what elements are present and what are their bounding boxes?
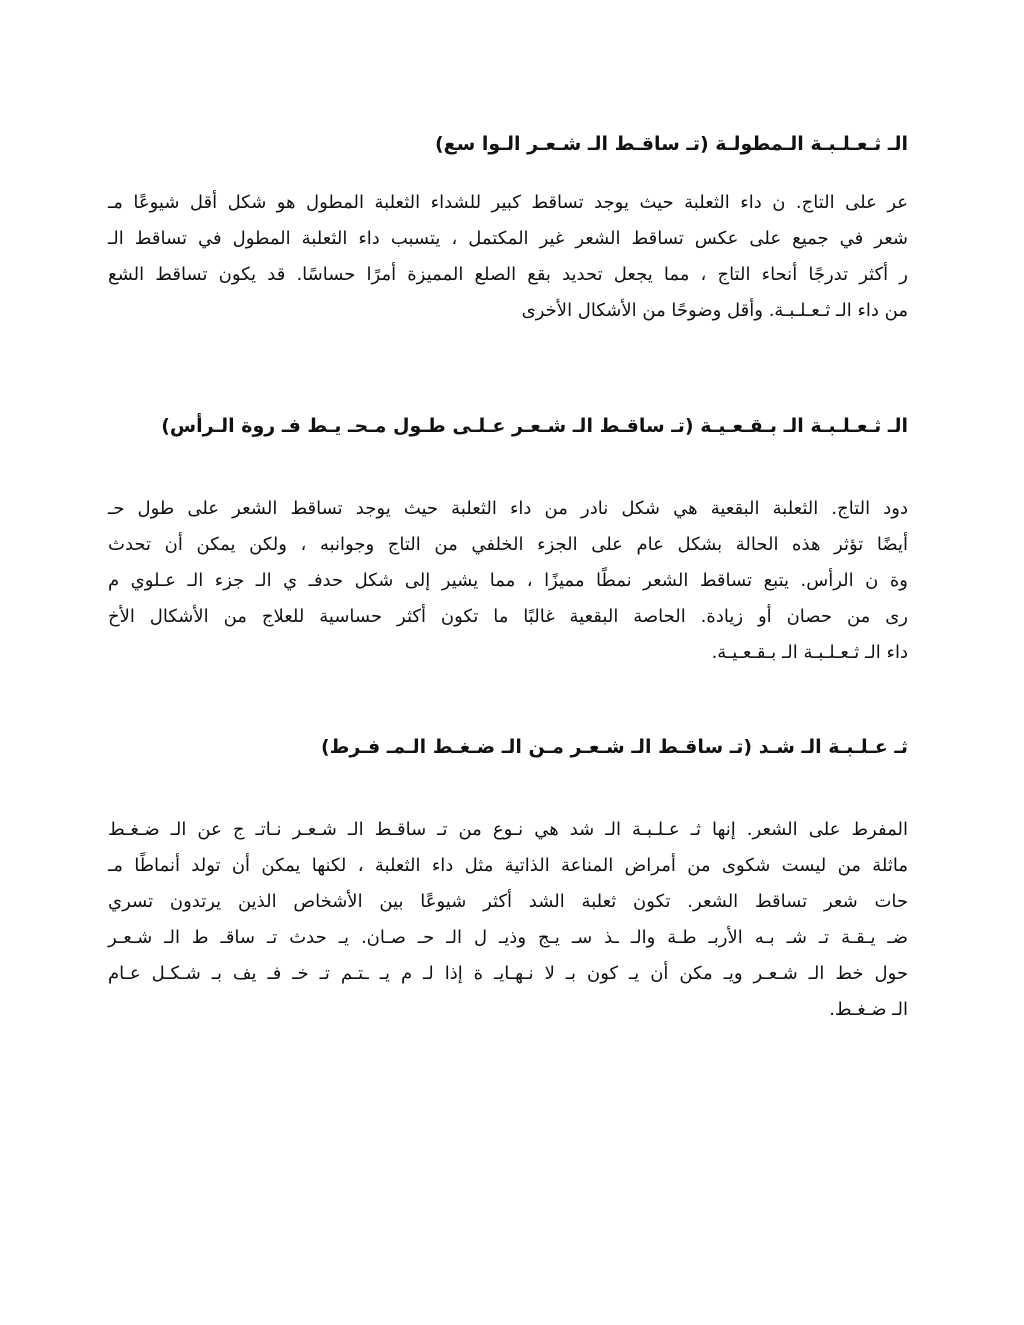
- paragraph-line: أيضًا تؤثر هذه الحالة بشكل عام على الجزء الخلفي من التاج وجوانبه ، ولكن يمكن أن تحدث: [108, 534, 908, 555]
- section-paragraph-patchy-alopecia: [108, 491, 908, 671]
- paragraph-line: وة ن الرأس. يتبع تساقط الشعر نمطًا مميزًا ، مما يشير إلى شكل حدفـ ي الـ جزء الـ عـلوي م: [108, 570, 908, 591]
- paragraph-line: عر على التاج. ن داء الثعلبة حيث يوجد تساقط كبير للشداء الثعلبة المطول هو شكل أقل شيوعًا مـ: [108, 192, 908, 213]
- paragraph-line: داء الـ ثـعـلـبـة الـ بـقـعـيـة.: [711, 642, 908, 663]
- paragraph-line: رى من حصان أو زيادة. الحاصة البقعية غالبًا ما تكون أكثر حساسية للعلاج من الأشكال الأخ: [108, 606, 908, 627]
- paragraph-line: ماثلة من ليست شكوى من أمراض المناعة الذاتية مثل داء الثعلبة ، لكنها يمكن أن تولد أنماطًا مـ: [108, 855, 908, 876]
- section-paragraph-traction-alopecia: [108, 812, 908, 1028]
- section-paragraph-elongated-alopecia: [108, 185, 908, 329]
- section-heading-traction-alopecia: [108, 734, 908, 760]
- paragraph-line: من داء الـ ثـعـلـبـة. وأقل وضوحًا من الأشكال الأخرى: [521, 300, 908, 321]
- section-2-heading: الـ ثـعـلـبـة الـ بـقـعـيـة (تـ ساقـط الـ شـعـر عـلـى طـول مـحـ يـط فـ روة الـرأس): [161, 415, 908, 437]
- paragraph-line: المفرط على الشعر. إنها ثـ عـلـبـة الـ شد هي نـوع من تـ ساقـط الـ شـعـر نـاتـ ج عن الـ ضـغـط: [108, 819, 908, 840]
- section-heading-elongated-alopecia: [108, 131, 908, 157]
- paragraph-line: ضـ يـقـة تـ شـ بـه الأربـ طـة والـ ـذ سـ يـج وذيـ ل الـ حـ صـان. يـ حدث تـ ساقـ ط الـ شـعـر: [108, 927, 908, 948]
- paragraph-line: الـ ضـغـط.: [829, 999, 908, 1020]
- paragraph-line: شعر في جميع على عكس تساقط الشعر غير المكتمل ، يتسبب داء الثعلبة المطول في تساقط الـ: [108, 228, 908, 249]
- section-3-heading: ثـ عـلـبـة الـ شـد (تـ ساقـط الـ شـعـر مـن الـ ضـغـط الـمـ فـرط): [320, 736, 908, 758]
- section-heading-patchy-alopecia: [108, 413, 908, 439]
- paragraph-line: حات شعر تساقط الشعر. تكون ثعلبة الشد أكثر شيوعًا بين الأشخاص الذين يرتدون تسري: [108, 891, 908, 912]
- paragraph-line: دود التاج. الثعلبة البقعية هي شكل نادر من داء الثعلبة حيث يوجد تساقط الشعر على طول حـ: [108, 498, 908, 519]
- paragraph-line: حول خط الـ شـعـر ويـ مكن أن يـ كون بـ لا نـهـايـ ة إذا لـ م يـ ـتـم تـ خـ فـ يف بـ شـكـل عـام: [108, 963, 908, 984]
- section-1-heading: الـ ثـعـلـبـة الـمطولـة (تـ ساقـط الـ شـعـر الـوا سع): [434, 133, 908, 155]
- paragraph-line: ر أكثر تدرجًا أنحاء التاج ، مما يجعل تحديد بقع الصلع المميزة أمرًا حساسًا. قد يكون تساقط الشع: [108, 264, 908, 285]
